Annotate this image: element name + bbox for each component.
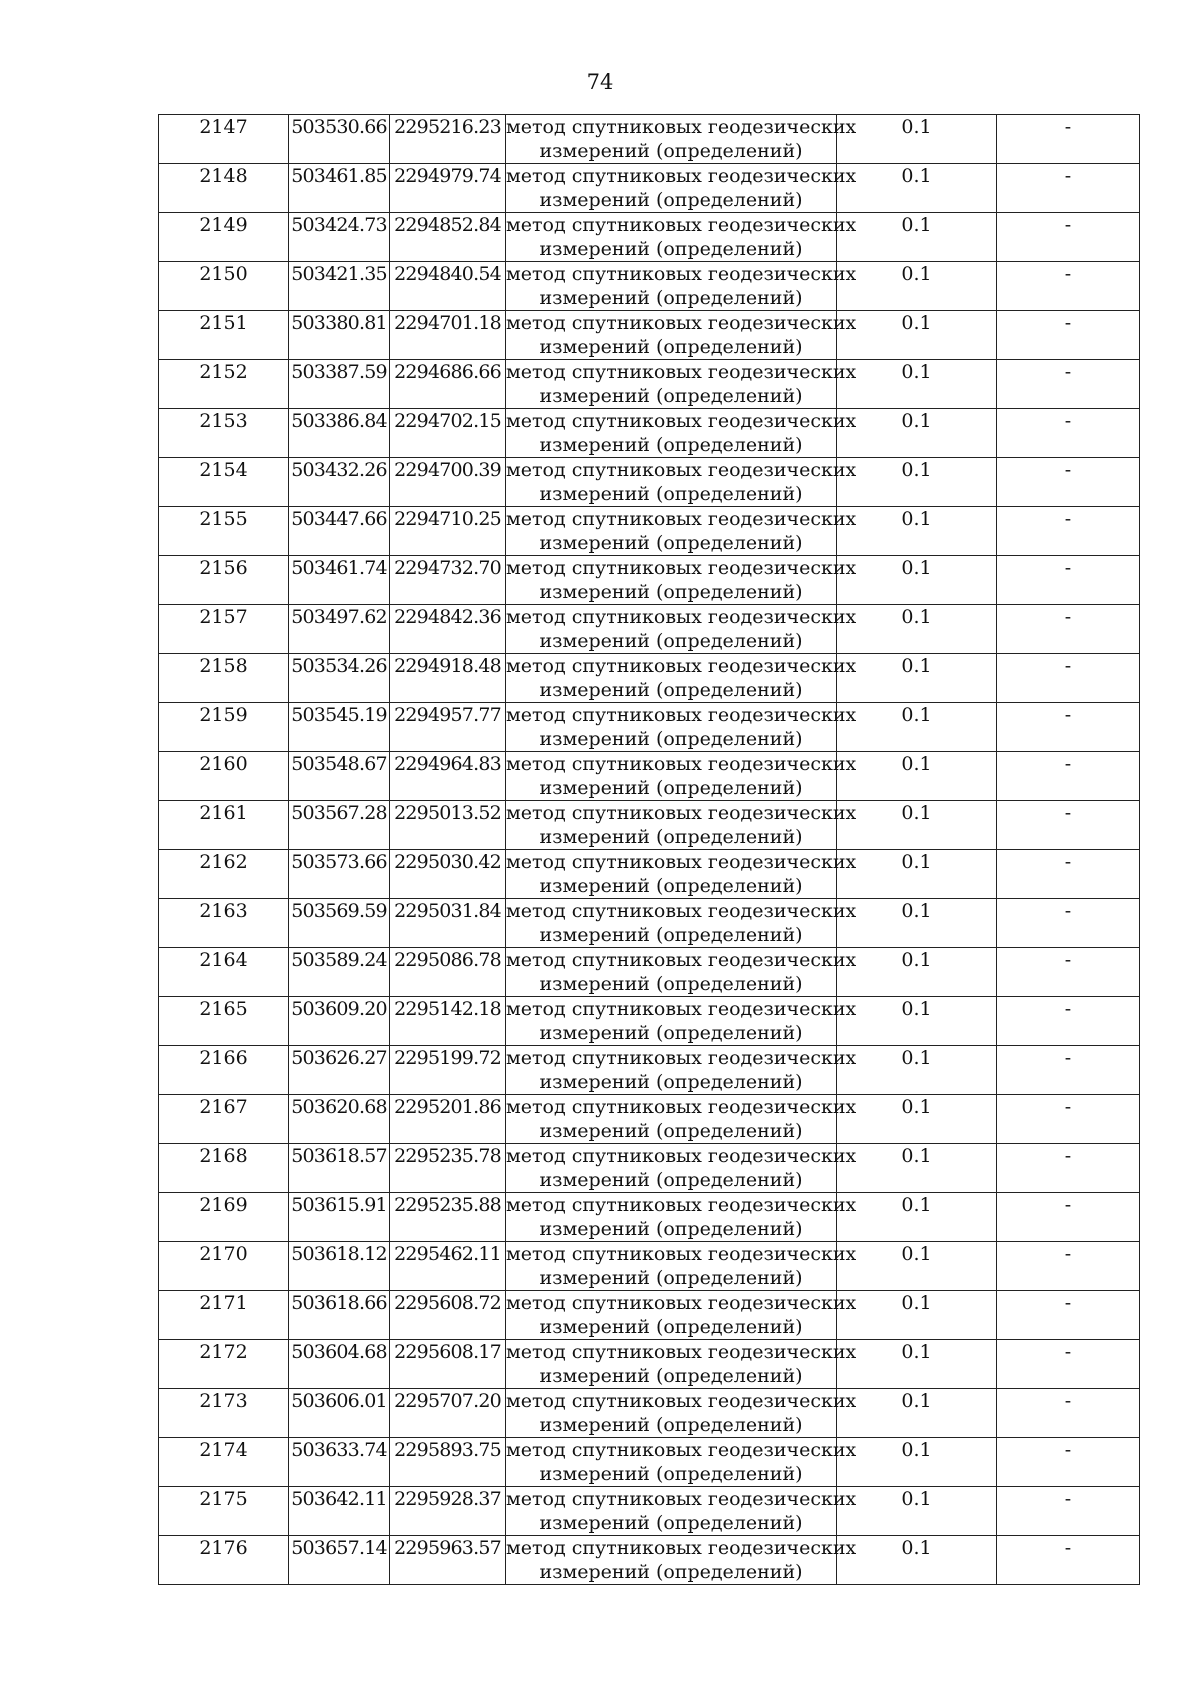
method-cell <box>506 556 857 605</box>
accuracy-cell: 0.1 <box>837 311 997 360</box>
method-line-1: метод спутниковых геодезических <box>506 214 857 236</box>
accuracy-cell: 0.1 <box>837 1389 997 1438</box>
y-coordinate-cell: 2294701.18 <box>390 311 506 360</box>
y-coordinate-cell: 2295199.72 <box>390 1046 506 1095</box>
y-coordinate-cell: 2295608.72 <box>390 1291 506 1340</box>
dash-cell: - <box>997 1193 1140 1242</box>
method-line-2: измерений (определений) <box>539 1071 803 1093</box>
point-number-cell: 2164 <box>159 948 289 997</box>
method-cell <box>506 1193 857 1242</box>
method-line-1: метод спутниковых геодезических <box>506 459 857 481</box>
method-line-1: метод спутниковых геодезических <box>506 1390 857 1412</box>
method-line-1: метод спутниковых геодезических <box>506 1145 857 1167</box>
method-cell <box>506 164 857 213</box>
method-cell <box>506 1046 857 1095</box>
method-cell <box>506 850 857 899</box>
x-coordinate-cell: 503461.74 <box>289 556 390 605</box>
accuracy-cell: 0.1 <box>837 1438 997 1487</box>
method-line-1: метод спутниковых геодезических <box>506 1292 857 1314</box>
accuracy-cell: 0.1 <box>837 899 997 948</box>
dash-cell: - <box>997 899 1140 948</box>
x-coordinate-cell: 503615.91 <box>289 1193 390 1242</box>
dash-cell: - <box>997 1144 1140 1193</box>
table-row <box>159 458 1140 507</box>
method-cell <box>506 311 857 360</box>
table-row <box>159 213 1140 262</box>
dash-cell: - <box>997 115 1140 164</box>
x-coordinate-cell: 503548.67 <box>289 752 390 801</box>
method-cell <box>506 1389 857 1438</box>
point-number-cell: 2151 <box>159 311 289 360</box>
page-number: 74 <box>586 70 614 94</box>
method-line-2: измерений (определений) <box>539 1267 803 1289</box>
method-line-1: метод спутниковых геодезических <box>506 1047 857 1069</box>
method-line-2: измерений (определений) <box>539 189 803 211</box>
method-line-2: измерений (определений) <box>539 875 803 897</box>
point-number-cell: 2162 <box>159 850 289 899</box>
y-coordinate-cell: 2294700.39 <box>390 458 506 507</box>
accuracy-cell: 0.1 <box>837 752 997 801</box>
method-cell <box>506 1340 857 1389</box>
table-row <box>159 311 1140 360</box>
dash-cell: - <box>997 556 1140 605</box>
x-coordinate-cell: 503569.59 <box>289 899 390 948</box>
x-coordinate-cell: 503609.20 <box>289 997 390 1046</box>
point-number-cell: 2155 <box>159 507 289 556</box>
point-number-cell: 2148 <box>159 164 289 213</box>
dash-cell: - <box>997 654 1140 703</box>
method-line-2: измерений (определений) <box>539 336 803 358</box>
method-cell <box>506 360 857 409</box>
method-line-2: измерений (определений) <box>539 1169 803 1191</box>
method-line-2: измерений (определений) <box>539 1316 803 1338</box>
dash-cell: - <box>997 507 1140 556</box>
point-number-cell: 2174 <box>159 1438 289 1487</box>
y-coordinate-cell: 2294840.54 <box>390 262 506 311</box>
method-line-2: измерений (определений) <box>539 1463 803 1485</box>
point-number-cell: 2175 <box>159 1487 289 1536</box>
table-row <box>159 1095 1140 1144</box>
method-line-2: измерений (определений) <box>539 826 803 848</box>
method-line-2: измерений (определений) <box>539 532 803 554</box>
method-line-1: метод спутниковых геодезических <box>506 1488 857 1510</box>
y-coordinate-cell: 2295928.37 <box>390 1487 506 1536</box>
x-coordinate-cell: 503567.28 <box>289 801 390 850</box>
table-row <box>159 948 1140 997</box>
accuracy-cell: 0.1 <box>837 164 997 213</box>
point-number-cell: 2176 <box>159 1536 289 1585</box>
y-coordinate-cell: 2294702.15 <box>390 409 506 458</box>
table-row <box>159 1487 1140 1536</box>
y-coordinate-cell: 2295235.88 <box>390 1193 506 1242</box>
accuracy-cell: 0.1 <box>837 1144 997 1193</box>
y-coordinate-cell: 2294964.83 <box>390 752 506 801</box>
method-cell <box>506 262 857 311</box>
dash-cell: - <box>997 1487 1140 1536</box>
method-line-1: метод спутниковых геодезических <box>506 704 857 726</box>
method-cell <box>506 458 857 507</box>
point-number-cell: 2166 <box>159 1046 289 1095</box>
x-coordinate-cell: 503421.35 <box>289 262 390 311</box>
method-line-2: измерений (определений) <box>539 777 803 799</box>
method-line-2: измерений (определений) <box>539 679 803 701</box>
method-line-1: метод спутниковых геодезических <box>506 1341 857 1363</box>
method-line-2: измерений (определений) <box>539 238 803 260</box>
accuracy-cell: 0.1 <box>837 409 997 458</box>
method-cell <box>506 1095 857 1144</box>
y-coordinate-cell: 2295608.17 <box>390 1340 506 1389</box>
method-line-1: метод спутниковых геодезических <box>506 508 857 530</box>
accuracy-cell: 0.1 <box>837 458 997 507</box>
y-coordinate-cell: 2295462.11 <box>390 1242 506 1291</box>
method-line-1: метод спутниковых геодезических <box>506 557 857 579</box>
table-row <box>159 1389 1140 1438</box>
method-line-1: метод спутниковых геодезических <box>506 606 857 628</box>
method-line-2: измерений (определений) <box>539 1120 803 1142</box>
method-cell <box>506 703 857 752</box>
method-line-2: измерений (определений) <box>539 140 803 162</box>
point-number-cell: 2172 <box>159 1340 289 1389</box>
point-number-cell: 2156 <box>159 556 289 605</box>
accuracy-cell: 0.1 <box>837 262 997 311</box>
dash-cell: - <box>997 1340 1140 1389</box>
y-coordinate-cell: 2295235.78 <box>390 1144 506 1193</box>
y-coordinate-cell: 2295013.52 <box>390 801 506 850</box>
method-line-2: измерений (определений) <box>539 1022 803 1044</box>
method-line-1: метод спутниковых геодезических <box>506 655 857 677</box>
dash-cell: - <box>997 752 1140 801</box>
dash-cell: - <box>997 409 1140 458</box>
y-coordinate-cell: 2295963.57 <box>390 1536 506 1585</box>
accuracy-cell: 0.1 <box>837 115 997 164</box>
table-row <box>159 1438 1140 1487</box>
y-coordinate-cell: 2294710.25 <box>390 507 506 556</box>
table-row <box>159 1291 1140 1340</box>
x-coordinate-cell: 503633.74 <box>289 1438 390 1487</box>
point-number-cell: 2147 <box>159 115 289 164</box>
method-cell <box>506 1438 857 1487</box>
table-row <box>159 1536 1140 1585</box>
x-coordinate-cell: 503534.26 <box>289 654 390 703</box>
y-coordinate-cell: 2294852.84 <box>390 213 506 262</box>
method-line-1: метод спутниковых геодезических <box>506 165 857 187</box>
accuracy-cell: 0.1 <box>837 801 997 850</box>
method-cell <box>506 1144 857 1193</box>
accuracy-cell: 0.1 <box>837 1095 997 1144</box>
method-line-1: метод спутниковых геодезических <box>506 1537 857 1559</box>
y-coordinate-cell: 2295142.18 <box>390 997 506 1046</box>
accuracy-cell: 0.1 <box>837 213 997 262</box>
method-cell <box>506 899 857 948</box>
x-coordinate-cell: 503604.68 <box>289 1340 390 1389</box>
dash-cell: - <box>997 1291 1140 1340</box>
point-number-cell: 2161 <box>159 801 289 850</box>
accuracy-cell: 0.1 <box>837 605 997 654</box>
table-row <box>159 262 1140 311</box>
point-number-cell: 2168 <box>159 1144 289 1193</box>
dash-cell: - <box>997 1536 1140 1585</box>
method-cell <box>506 115 857 164</box>
method-cell <box>506 654 857 703</box>
x-coordinate-cell: 503606.01 <box>289 1389 390 1438</box>
y-coordinate-cell: 2294918.48 <box>390 654 506 703</box>
accuracy-cell: 0.1 <box>837 997 997 1046</box>
x-coordinate-cell: 503618.12 <box>289 1242 390 1291</box>
table-row <box>159 164 1140 213</box>
method-line-2: измерений (определений) <box>539 385 803 407</box>
y-coordinate-cell: 2295031.84 <box>390 899 506 948</box>
method-cell <box>506 213 857 262</box>
table-row <box>159 801 1140 850</box>
method-line-1: метод спутниковых геодезических <box>506 802 857 824</box>
table-row <box>159 360 1140 409</box>
dash-cell: - <box>997 703 1140 752</box>
method-line-1: метод спутниковых геодезических <box>506 1194 857 1216</box>
method-line-1: метод спутниковых геодезических <box>506 998 857 1020</box>
y-coordinate-cell: 2294979.74 <box>390 164 506 213</box>
method-line-2: измерений (определений) <box>539 581 803 603</box>
x-coordinate-cell: 503461.85 <box>289 164 390 213</box>
point-number-cell: 2149 <box>159 213 289 262</box>
coordinates-table <box>158 114 1140 1585</box>
table-row <box>159 752 1140 801</box>
method-cell <box>506 1242 857 1291</box>
method-line-1: метод спутниковых геодезических <box>506 753 857 775</box>
accuracy-cell: 0.1 <box>837 556 997 605</box>
accuracy-cell: 0.1 <box>837 654 997 703</box>
accuracy-cell: 0.1 <box>837 1487 997 1536</box>
method-line-2: измерений (определений) <box>539 728 803 750</box>
method-line-1: метод спутниковых геодезических <box>506 900 857 922</box>
table-row <box>159 703 1140 752</box>
point-number-cell: 2171 <box>159 1291 289 1340</box>
method-cell <box>506 409 857 458</box>
x-coordinate-cell: 503657.14 <box>289 1536 390 1585</box>
point-number-cell: 2170 <box>159 1242 289 1291</box>
accuracy-cell: 0.1 <box>837 703 997 752</box>
method-cell <box>506 1536 857 1585</box>
method-line-1: метод спутниковых геодезических <box>506 410 857 432</box>
table-row <box>159 556 1140 605</box>
x-coordinate-cell: 503432.26 <box>289 458 390 507</box>
method-line-1: метод спутниковых геодезических <box>506 851 857 873</box>
point-number-cell: 2153 <box>159 409 289 458</box>
point-number-cell: 2150 <box>159 262 289 311</box>
accuracy-cell: 0.1 <box>837 1046 997 1095</box>
table-row <box>159 850 1140 899</box>
dash-cell: - <box>997 997 1140 1046</box>
dash-cell: - <box>997 360 1140 409</box>
accuracy-cell: 0.1 <box>837 1536 997 1585</box>
method-cell <box>506 752 857 801</box>
method-cell <box>506 507 857 556</box>
dash-cell: - <box>997 801 1140 850</box>
method-cell <box>506 1291 857 1340</box>
y-coordinate-cell: 2294842.36 <box>390 605 506 654</box>
method-line-1: метод спутниковых геодезических <box>506 263 857 285</box>
y-coordinate-cell: 2295086.78 <box>390 948 506 997</box>
method-cell <box>506 801 857 850</box>
y-coordinate-cell: 2295030.42 <box>390 850 506 899</box>
dash-cell: - <box>997 1242 1140 1291</box>
x-coordinate-cell: 503447.66 <box>289 507 390 556</box>
accuracy-cell: 0.1 <box>837 1242 997 1291</box>
method-line-2: измерений (определений) <box>539 434 803 456</box>
x-coordinate-cell: 503620.68 <box>289 1095 390 1144</box>
dash-cell: - <box>997 948 1140 997</box>
x-coordinate-cell: 503380.81 <box>289 311 390 360</box>
dash-cell: - <box>997 213 1140 262</box>
accuracy-cell: 0.1 <box>837 850 997 899</box>
point-number-cell: 2157 <box>159 605 289 654</box>
method-line-2: измерений (определений) <box>539 1414 803 1436</box>
table-row <box>159 115 1140 164</box>
dash-cell: - <box>997 262 1140 311</box>
x-coordinate-cell: 503618.66 <box>289 1291 390 1340</box>
x-coordinate-cell: 503618.57 <box>289 1144 390 1193</box>
point-number-cell: 2169 <box>159 1193 289 1242</box>
dash-cell: - <box>997 1046 1140 1095</box>
dash-cell: - <box>997 164 1140 213</box>
table-body <box>159 115 1140 1585</box>
table-row <box>159 1046 1140 1095</box>
y-coordinate-cell: 2294732.70 <box>390 556 506 605</box>
method-line-1: метод спутниковых геодезических <box>506 361 857 383</box>
method-line-2: измерений (определений) <box>539 973 803 995</box>
x-coordinate-cell: 503573.66 <box>289 850 390 899</box>
x-coordinate-cell: 503386.84 <box>289 409 390 458</box>
point-number-cell: 2173 <box>159 1389 289 1438</box>
method-line-2: измерений (определений) <box>539 1365 803 1387</box>
method-cell <box>506 605 857 654</box>
table-row <box>159 997 1140 1046</box>
point-number-cell: 2154 <box>159 458 289 507</box>
table-row <box>159 605 1140 654</box>
point-number-cell: 2152 <box>159 360 289 409</box>
y-coordinate-cell: 2294686.66 <box>390 360 506 409</box>
table-row <box>159 409 1140 458</box>
dash-cell: - <box>997 311 1140 360</box>
dash-cell: - <box>997 1389 1140 1438</box>
x-coordinate-cell: 503642.11 <box>289 1487 390 1536</box>
point-number-cell: 2158 <box>159 654 289 703</box>
y-coordinate-cell: 2295201.86 <box>390 1095 506 1144</box>
method-line-2: измерений (определений) <box>539 287 803 309</box>
method-line-1: метод спутниковых геодезических <box>506 1096 857 1118</box>
accuracy-cell: 0.1 <box>837 507 997 556</box>
table-row <box>159 1340 1140 1389</box>
method-line-2: измерений (определений) <box>539 1512 803 1534</box>
table-row <box>159 899 1140 948</box>
table-row <box>159 654 1140 703</box>
table-row <box>159 1144 1140 1193</box>
method-line-1: метод спутниковых геодезических <box>506 1439 857 1461</box>
method-line-1: метод спутниковых геодезических <box>506 312 857 334</box>
method-line-1: метод спутниковых геодезических <box>506 949 857 971</box>
y-coordinate-cell: 2295216.23 <box>390 115 506 164</box>
dash-cell: - <box>997 1438 1140 1487</box>
method-line-2: измерений (определений) <box>539 924 803 946</box>
x-coordinate-cell: 503497.62 <box>289 605 390 654</box>
accuracy-cell: 0.1 <box>837 1340 997 1389</box>
table-row <box>159 1193 1140 1242</box>
dash-cell: - <box>997 1095 1140 1144</box>
x-coordinate-cell: 503424.73 <box>289 213 390 262</box>
accuracy-cell: 0.1 <box>837 948 997 997</box>
point-number-cell: 2167 <box>159 1095 289 1144</box>
method-line-2: измерений (определений) <box>539 483 803 505</box>
y-coordinate-cell: 2295893.75 <box>390 1438 506 1487</box>
method-line-1: метод спутниковых геодезических <box>506 116 857 138</box>
x-coordinate-cell: 503530.66 <box>289 115 390 164</box>
method-cell <box>506 1487 857 1536</box>
point-number-cell: 2165 <box>159 997 289 1046</box>
table-row <box>159 1242 1140 1291</box>
method-cell <box>506 948 857 997</box>
accuracy-cell: 0.1 <box>837 1291 997 1340</box>
y-coordinate-cell: 2295707.20 <box>390 1389 506 1438</box>
x-coordinate-cell: 503626.27 <box>289 1046 390 1095</box>
table-row <box>159 507 1140 556</box>
x-coordinate-cell: 503387.59 <box>289 360 390 409</box>
dash-cell: - <box>997 850 1140 899</box>
method-line-2: измерений (определений) <box>539 1561 803 1583</box>
method-line-2: измерений (определений) <box>539 1218 803 1240</box>
dash-cell: - <box>997 605 1140 654</box>
dash-cell: - <box>997 458 1140 507</box>
y-coordinate-cell: 2294957.77 <box>390 703 506 752</box>
point-number-cell: 2159 <box>159 703 289 752</box>
accuracy-cell: 0.1 <box>837 1193 997 1242</box>
method-line-2: измерений (определений) <box>539 630 803 652</box>
method-cell <box>506 997 857 1046</box>
x-coordinate-cell: 503545.19 <box>289 703 390 752</box>
point-number-cell: 2160 <box>159 752 289 801</box>
point-number-cell: 2163 <box>159 899 289 948</box>
x-coordinate-cell: 503589.24 <box>289 948 390 997</box>
accuracy-cell: 0.1 <box>837 360 997 409</box>
method-line-1: метод спутниковых геодезических <box>506 1243 857 1265</box>
